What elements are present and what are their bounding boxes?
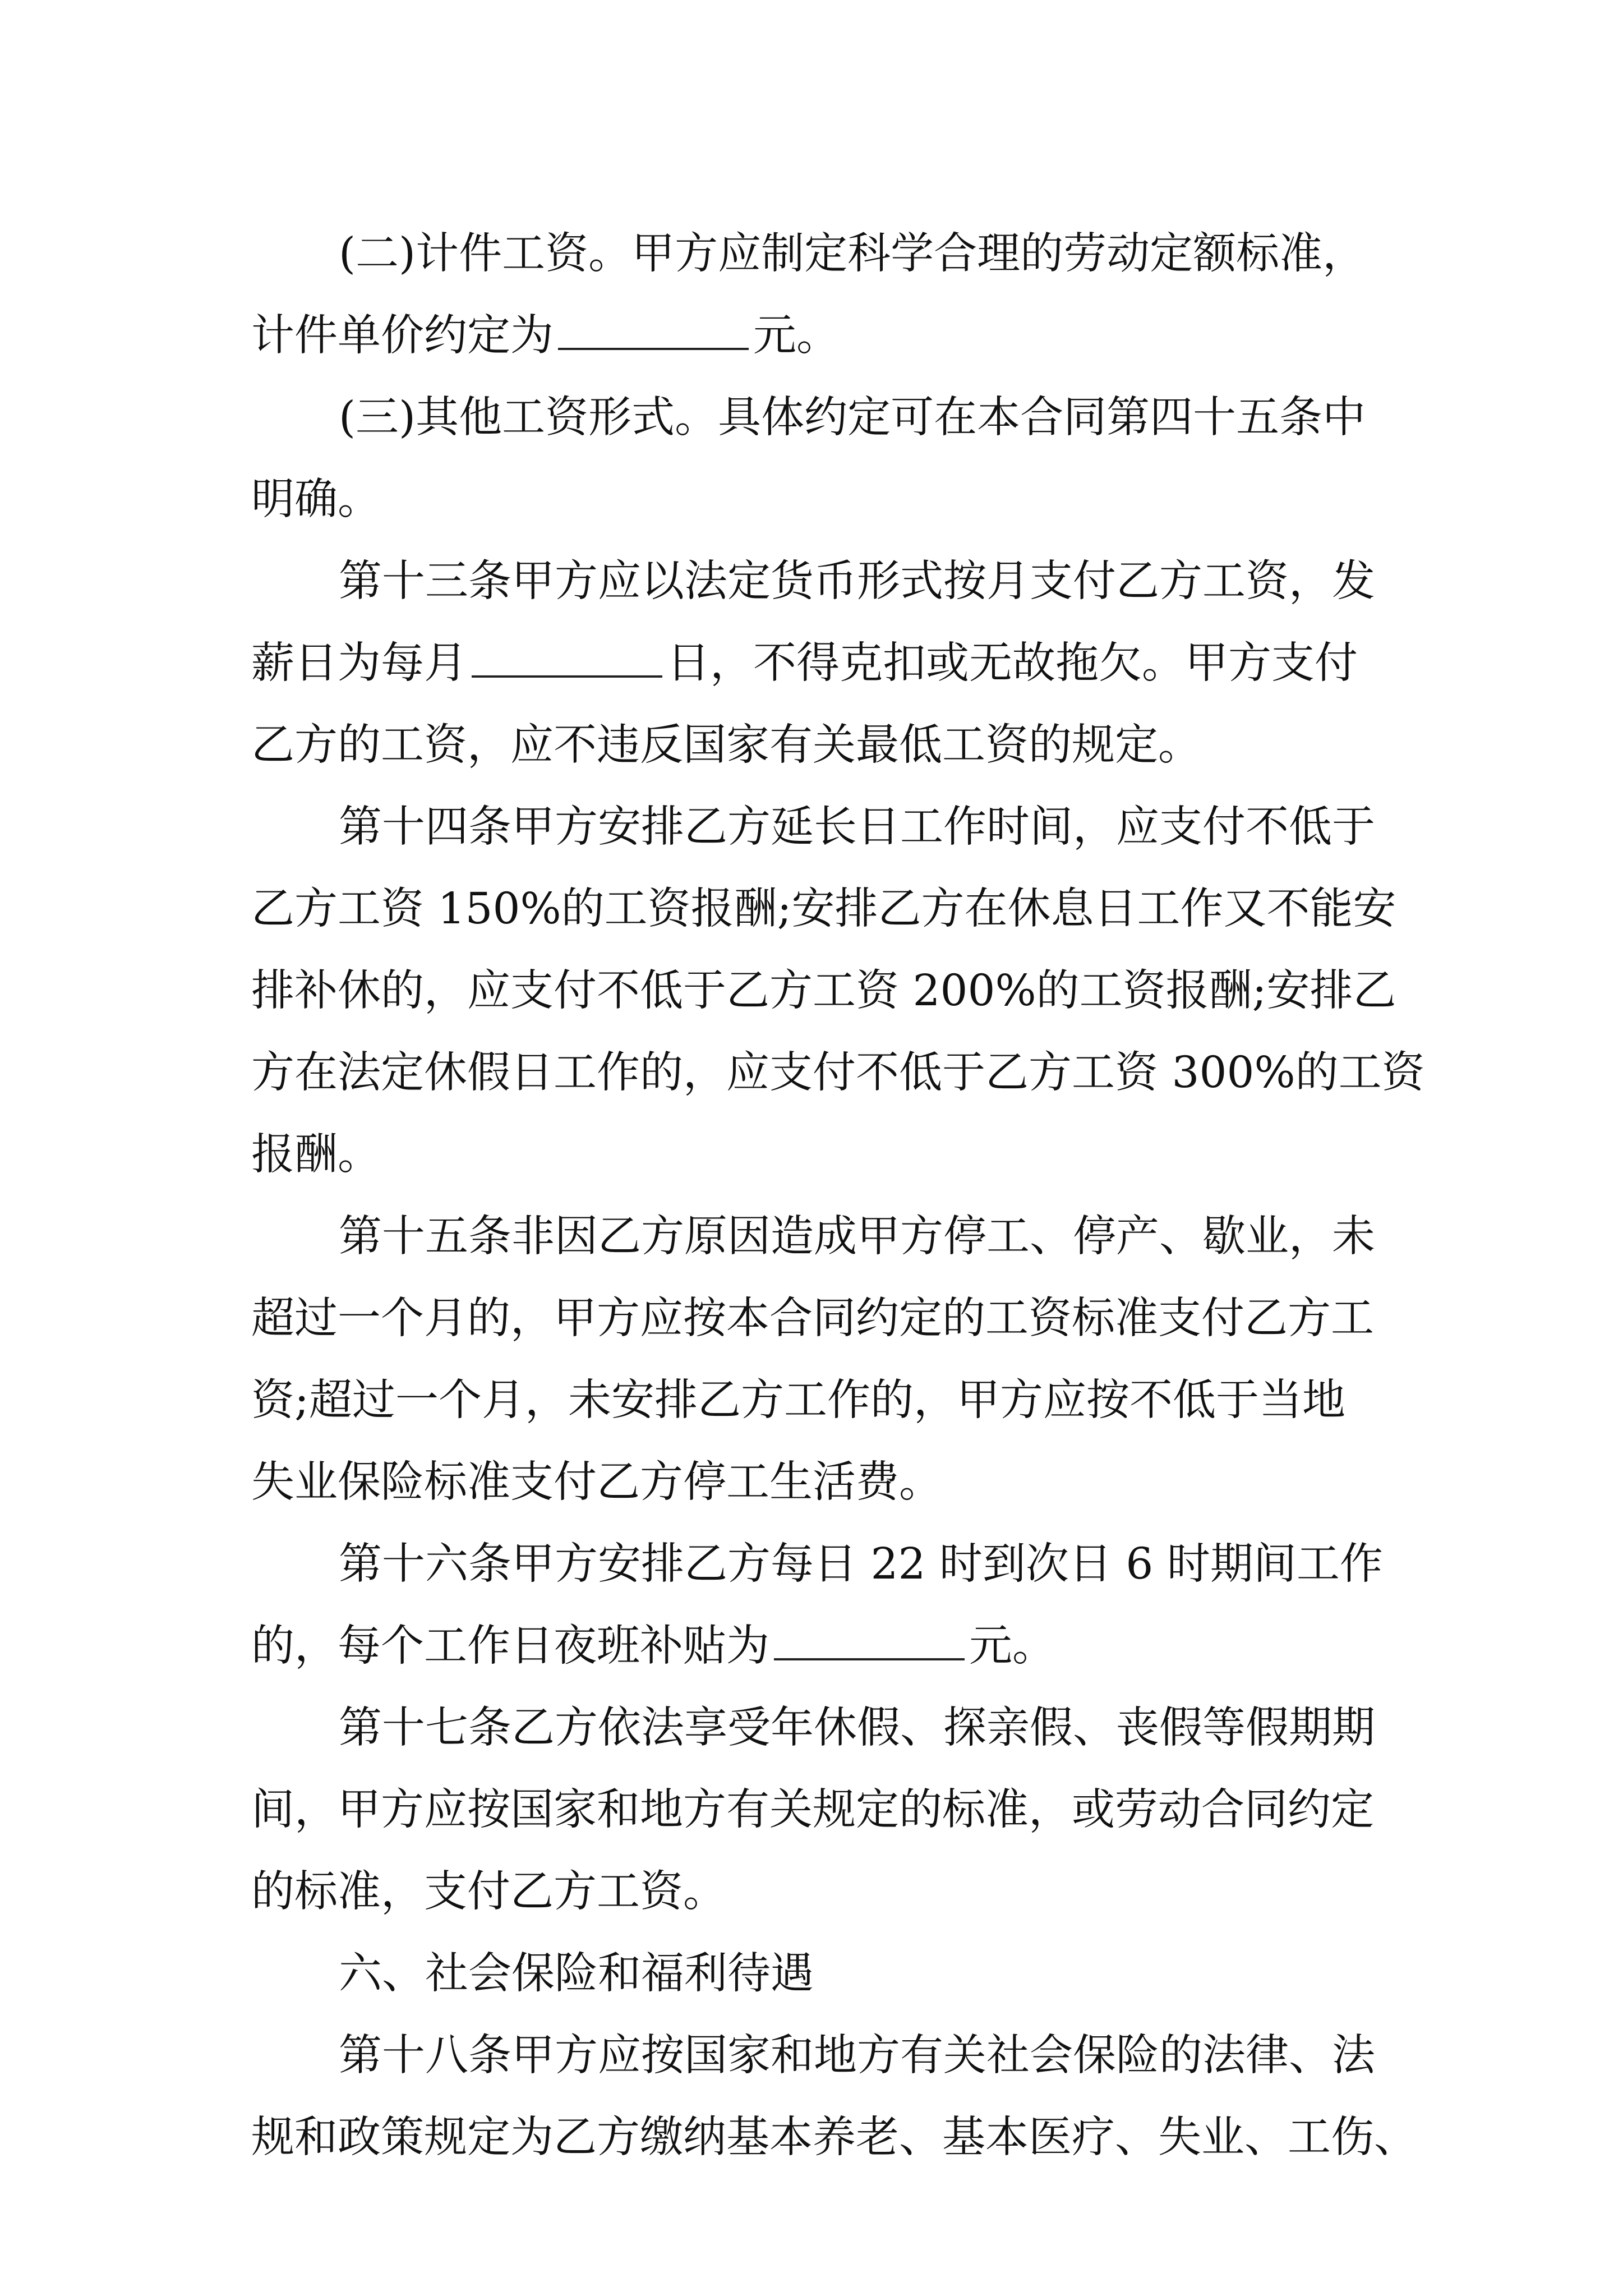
text-line: 乙方工资 150%的工资报酬;安排乙方在休息日工作又不能安 (251, 884, 1396, 934)
paragraph-article-18 (251, 2015, 1417, 2179)
text-line: 超过一个月的，甲方应按本合同约定的工资标准支付乙方工 (251, 1294, 1374, 1343)
paragraph-article-17 (251, 1687, 1390, 1933)
text-line: 方在法定休假日工作的，应支付不低于乙方工资 300%的工资 (251, 1048, 1425, 1098)
text-segment: 薪日为每月 (251, 638, 467, 688)
text-line: (二)计件工资。甲方应制定科学合理的劳动定额标准， (339, 229, 1366, 279)
text-segment: 元。 (969, 1621, 1055, 1671)
section-heading-6 (251, 1933, 1390, 2015)
text-line: 第十五条非因乙方原因造成甲方停工、停产、歇业，未 (339, 1212, 1375, 1262)
text-line: 乙方的工资，应不违反国家有关最低工资的规定。 (251, 720, 1201, 770)
paragraph-article-15 (251, 1196, 1390, 1524)
text-line-with-blank (251, 623, 1390, 705)
text-line: 资;超过一个月，未安排乙方工作的，甲方应按不低于当地 (251, 1375, 1345, 1425)
text-segment: 元。 (753, 311, 840, 361)
text-segment: 的，每个工作日夜班补贴为 (251, 1621, 769, 1671)
text-line: 间，甲方应按国家和地方有关规定的标准，或劳动合同约定 (251, 1785, 1374, 1835)
paragraph-article-14 (251, 786, 1425, 1196)
text-line: 明确。 (251, 475, 381, 524)
document-body (251, 213, 1425, 2179)
text-line: 规和政策规定为乙方缴纳基本养老、基本医疗、失业、工伤、 (251, 2113, 1417, 2162)
paragraph-piece-wage (251, 213, 1390, 377)
paragraph-article-13 (251, 541, 1390, 786)
paragraph-other-wage (251, 377, 1390, 541)
text-line: 的标准，支付乙方工资。 (251, 1867, 726, 1917)
fill-in-blank (558, 313, 749, 350)
text-line: 第十八条甲方应按国家和地方有关社会保险的法律、法 (339, 2031, 1375, 2081)
text-line: 失业保险标准支付乙方停工生活费。 (251, 1457, 942, 1507)
text-line: 报酬。 (251, 1130, 381, 1180)
text-segment: 日，不得克扣或无故拖欠。甲方支付 (667, 638, 1358, 688)
section-title: 六、社会保险和福利待遇 (339, 1949, 814, 1999)
text-line: 第十四条甲方安排乙方延长日工作时间，应支付不低于 (339, 802, 1375, 852)
text-line: (三)其他工资形式。具体约定可在本合同第四十五条中 (339, 393, 1366, 443)
paragraph-article-16 (251, 1524, 1390, 1687)
text-segment: 计件单价约定为 (251, 311, 554, 361)
fill-in-blank (774, 1623, 965, 1660)
text-line: 排补休的，应支付不低于乙方工资 200%的工资报酬;安排乙 (251, 966, 1396, 1016)
text-line: 第十三条甲方应以法定货币形式按月支付乙方工资，发 (339, 556, 1375, 606)
text-line-with-blank (251, 295, 1390, 377)
text-line: 第十七条乙方依法享受年休假、探亲假、丧假等假期期 (339, 1703, 1375, 1753)
text-line-with-blank (251, 1605, 1390, 1687)
fill-in-blank (472, 641, 662, 678)
text-line: 第十六条甲方安排乙方每日 22 时到次日 6 时期间工作 (339, 1539, 1383, 1589)
